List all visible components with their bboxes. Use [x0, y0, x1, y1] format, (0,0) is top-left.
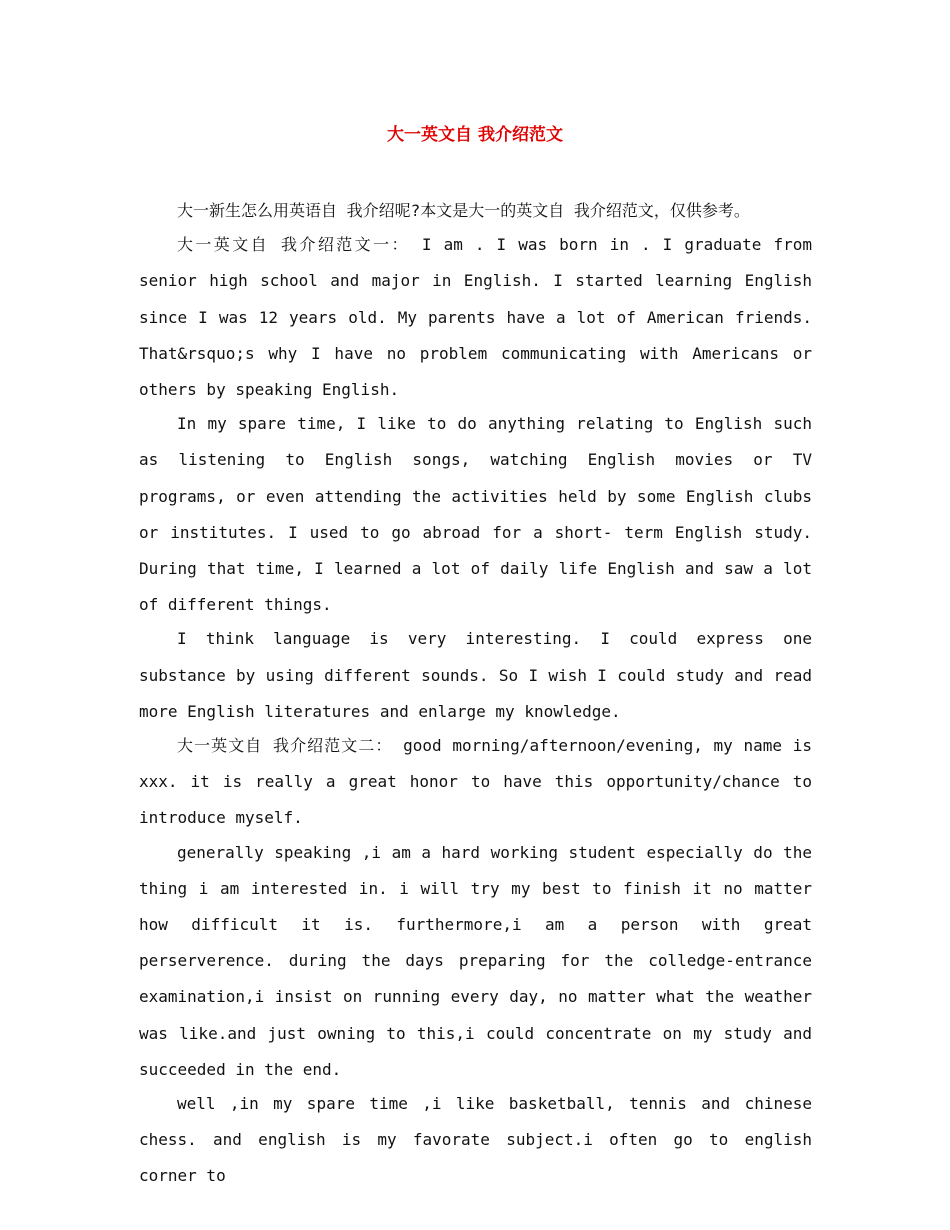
paragraph-language: I think language is very interesting. I could express one substance by using different sounds. So I wish I could study and read more English literatures and enlarge my knowledge. — [139, 629, 812, 721]
paragraph-sample-two: 大一英文自 我介绍范文二： good morning/afternoon/evening, my name is xxx. it is really a great honor to have this opportunity/chance to introduce myself. — [139, 736, 812, 828]
document-title: 大一英文自 我介绍范文 — [387, 125, 563, 145]
paragraph-sample-one: 大一英文自 我介绍范文一： I am . I was born in . I graduate from senior high school and major in English. I started learning English since I was 12 years old. My parents have a lot of American friends. That&rsquo;s why I have no problem communicating with Americans or others by speaking English. — [139, 235, 812, 400]
paragraph-hobbies: well ,in my spare time ,i like basketball, tennis and chinese chess. and english is my favorate subject.i often go to english corner to — [139, 1094, 812, 1186]
paragraph-spare-time: In my spare time, I like to do anything relating to English such as listening to English songs, watching English movies or TV programs, or even attending the activities held by some English clubs or institutes. I used to go abroad for a short- term English study. During that time, I learned a lot of daily life English and saw a lot of different things. — [139, 414, 812, 615]
paragraph-intro: 大一新生怎么用英语自 我介绍呢?本文是大一的英文自 我介绍范文，仅供参考。 — [177, 201, 750, 220]
document-body — [139, 193, 812, 1193]
paragraph-hard-working: generally speaking ,i am a hard working student especially do the thing i am interested in. i will try my best to finish it no matter how difficult it is. furthermore,i am a person with great perserverence. during the days preparing for the colledge-entrance examination,i insist on running every day, no matter what the weather was like.and just owning to this,i could concentrate on my study and succeeded in the end. — [139, 842, 812, 1079]
